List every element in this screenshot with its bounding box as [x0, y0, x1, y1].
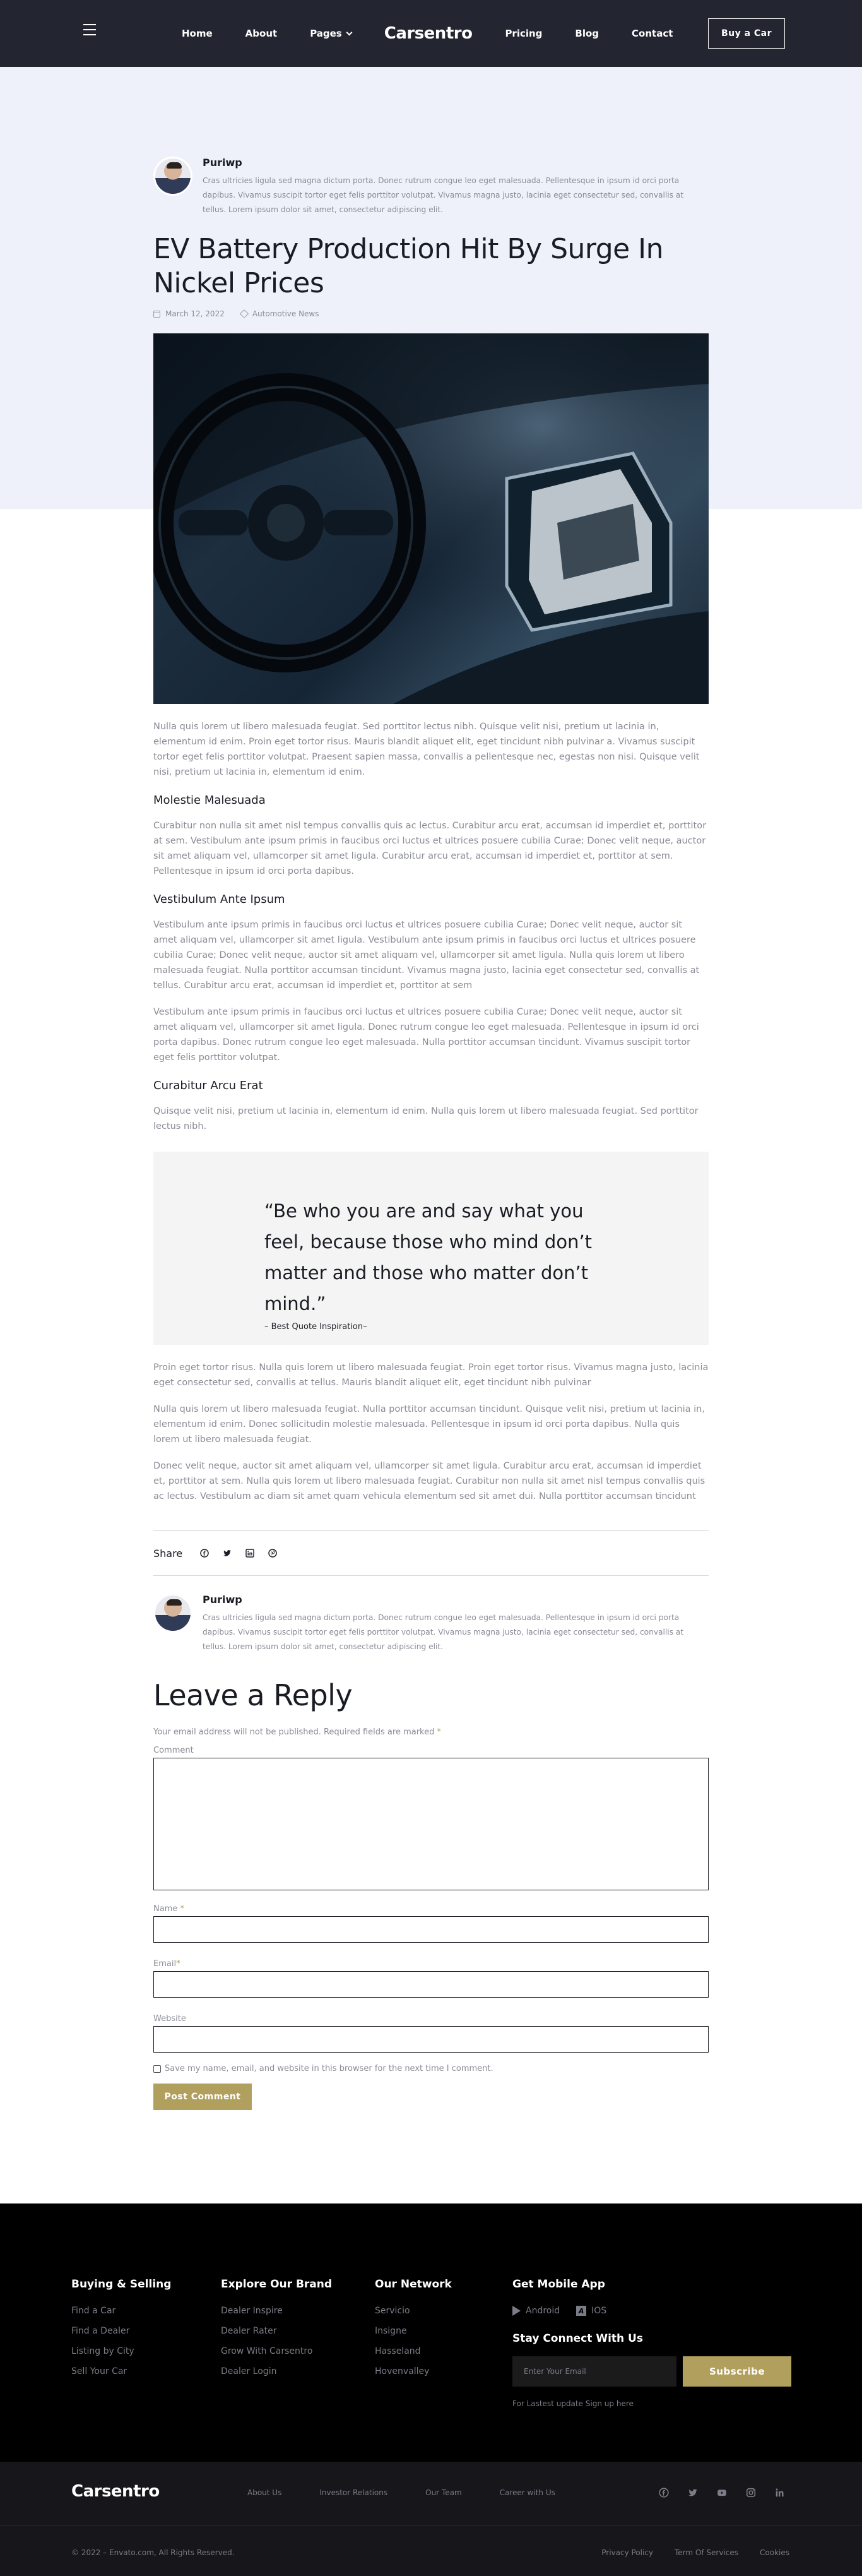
paragraph: Vestibulum ante ipsum primis in faucibus orci luctus et ultrices posuere cubilia Curae; Donec velit neque, auctor sit amet aliquam vel, ullamcorper sit amet ligula. Vestibulum ante ipsum primis in faucibus orci luctus et ultrices posuere cubilia Curae; Donec velit neque, auctor sit amet aliquam vel, ullamcorper sit amet ligula. Nulla quis lorem ut libero malesuada feugiat. Nulla porttitor accumsan tincidunt. Vivamus magna justo, lacinia eget consectetur sed, convallis at tellus. Curabitur arcu erat, accumsan id imperdiet et, porttitor at sem	[153, 920, 700, 991]
footer-col-title: Explore Our Brand	[221, 2278, 333, 2291]
consent-checkbox[interactable]	[153, 2065, 161, 2073]
linkedin-icon[interactable]	[245, 1549, 254, 1558]
instagram-icon[interactable]	[746, 2488, 756, 2498]
footer-link[interactable]: Find a Car	[71, 2306, 116, 2316]
main-nav	[182, 0, 706, 67]
footer-link[interactable]: Hovenvalley	[375, 2366, 430, 2376]
paragraph: Quisque velit nisi, pretium ut lacinia in, elementum id enim. Nulla quis lorem ut libero malesuada feugiat. Sed porttitor lectus nibh.	[153, 1106, 699, 1131]
brand-logo[interactable]: Carsentro	[384, 24, 473, 43]
email-field[interactable]	[153, 1971, 709, 1998]
footer-bar	[0, 2462, 862, 2525]
footer-bar-link[interactable]: About Us	[247, 2488, 282, 2497]
comment-textarea[interactable]	[153, 1758, 709, 1890]
footer-col-app	[512, 2278, 791, 2408]
footer-col-buying	[71, 2278, 171, 2387]
footer-bar-link[interactable]: Investor Relations	[319, 2488, 388, 2497]
footer-col-title: Get Mobile App	[512, 2278, 605, 2291]
footer-bar-links	[247, 2488, 555, 2497]
consent-row	[153, 2064, 709, 2073]
email-label: Email*	[153, 1959, 180, 1969]
footer-col-brand	[221, 2278, 332, 2387]
footer-col-title: Buying & Selling	[71, 2278, 172, 2291]
tag-icon	[240, 309, 249, 318]
reply-title: Leave a Reply	[153, 1678, 353, 1712]
paragraph: Vestibulum ante ipsum primis in faucibus orci luctus et ultrices posuere cubilia Curae; Donec velit neque, auctor sit amet aliquam vel, ullamcorper sit amet ligula. Donec rutrum congue leo eget malesuada. Pellentesque in ipsum id orci porta dapibus. Donec rutrum congue leo eget malesuada. Nulla porttitor accumsan tincidunt. Vivamus suscipit tortor eget felis porttitor volutpat.	[153, 1007, 699, 1063]
author-bio: Cras ultricies ligula sed magna dictum porta. Donec rutrum congue leo eget malesuada. Pellentesque in ipsum id orci porta dapibus. Vivamus suscipit tortor eget felis porttitor volutpat. Vivamus magna justo, lacinia eget consectetur sed, convallis at tellus. Lorem ipsum dolor sit amet, consectetur adipiscing elit.	[203, 1613, 684, 1651]
menu-icon[interactable]	[83, 24, 96, 35]
nav-pricing[interactable]: Pricing	[505, 28, 543, 39]
post-date: March 12, 2022	[165, 309, 225, 318]
website-label: Website	[153, 2014, 186, 2024]
signup-note: For Lastest update Sign up here	[512, 2399, 634, 2408]
subscribe-button[interactable]: Subscribe	[683, 2356, 791, 2387]
footer-link[interactable]: Hasseland	[375, 2346, 421, 2356]
footer-link[interactable]: Servicio	[375, 2306, 410, 2316]
legal-link[interactable]: Privacy Policy	[601, 2548, 654, 2557]
footer-link[interactable]: Sell Your Car	[71, 2366, 127, 2376]
article	[153, 67, 709, 2110]
section-heading: Vestibulum Ante Ipsum	[153, 893, 285, 906]
website-field[interactable]	[153, 2026, 709, 2053]
author-box	[153, 157, 709, 217]
share-label: Share	[153, 1547, 183, 1559]
comment-label: Comment	[153, 1746, 194, 1755]
footer-col-title: Stay Connect With Us	[512, 2332, 643, 2345]
footer-link[interactable]: Dealer Rater	[221, 2326, 277, 2336]
featured-image	[153, 333, 709, 704]
avatar	[153, 157, 192, 196]
copyright-bar	[0, 2525, 862, 2576]
footer-social	[659, 2488, 785, 2498]
facebook-icon[interactable]	[200, 1549, 209, 1558]
footer-link[interactable]: Listing by City	[71, 2346, 134, 2356]
site-header	[0, 0, 862, 67]
legal-link[interactable]: Term Of Services	[675, 2548, 739, 2557]
post-comment-button[interactable]: Post Comment	[153, 2084, 252, 2110]
nav-pages[interactable]: Pages	[310, 28, 351, 39]
name-label: Name *	[153, 1904, 184, 1914]
author-name[interactable]: Puriwp	[203, 1594, 242, 1606]
avatar	[153, 1594, 192, 1633]
footer-bar-link[interactable]: Our Team	[425, 2488, 462, 2497]
page-title: EV Battery Production Hit By Surge In Nickel Prices	[153, 233, 664, 299]
post-meta	[153, 309, 709, 318]
nav-contact[interactable]: Contact	[632, 28, 673, 39]
pinterest-icon[interactable]	[268, 1549, 277, 1558]
footer-col-title: Our Network	[375, 2278, 452, 2291]
newsletter-email-input[interactable]: Enter Your Email	[512, 2356, 676, 2387]
app-store-icon: A	[576, 2306, 586, 2316]
paragraph: Proin eget tortor risus. Nulla quis lorem ut libero malesuada feugiat. Proin eget tortor risus. Vivamus magna justo, lacinia eget consectetur sed, convallis at tellus. Mauris blandit aliquet elit, eget tincidunt nibh pulvinar	[153, 1363, 709, 1388]
buy-a-car-button[interactable]: Buy a Car	[708, 18, 785, 49]
consent-label: Save my name, email, and website in this browser for the next time I comment.	[165, 2064, 493, 2073]
paragraph: Donec velit neque, auctor sit amet aliquam vel, ullamcorper sit amet ligula. Curabitur arcu erat, accumsan id imperdiet et, porttitor at sem. Nulla quis lorem ut libero malesuada feugiat. Curabitur non nulla sit amet nisl tempus convallis quis ac lectus. Vestibulum ac diam sit amet quam vehicula elementum sed sit amet dui. Nulla porttitor accumsan tincidunt	[153, 1461, 706, 1501]
post-category[interactable]: Automotive News	[252, 309, 319, 318]
reply-note: Your email address will not be published. Required fields are marked *	[153, 1727, 442, 1737]
paragraph: Nulla quis lorem ut libero malesuada feugiat. Nulla porttitor accumsan tincidunt. Quisque velit nisi, pretium ut lacinia in, elementum id enim. Donec sollicitudin molestie malesuada. Pellentesque in ipsum id orci porta dapibus. Nulla quis lorem ut libero malesuada feugiat.	[153, 1404, 705, 1445]
nav-about[interactable]: About	[245, 28, 278, 39]
footer-link[interactable]: Dealer Inspire	[221, 2306, 283, 2316]
legal-links	[601, 2548, 789, 2557]
nav-blog[interactable]: Blog	[575, 28, 599, 39]
author-bio: Cras ultricies ligula sed magna dictum porta. Donec rutrum congue leo eget malesuada. Pellentesque in ipsum id orci porta dapibus. Vivamus suscipit tortor eget felis porttitor volutpat. Vivamus magna justo, lacinia eget consectetur sed, convallis at tellus. Lorem ipsum dolor sit amet, consectetur adipiscing elit.	[203, 176, 684, 214]
linkedin-icon[interactable]	[775, 2488, 785, 2498]
footer-bar-link[interactable]: Career with Us	[499, 2488, 555, 2497]
legal-link[interactable]: Cookies	[760, 2548, 789, 2557]
paragraph: Curabitur non nulla sit amet nisl tempus convallis quis ac lectus. Curabitur arcu erat, accumsan id imperdiet et, porttitor at sem. Vestibulum ante ipsum primis in faucibus orci luctus et ultrices posuere cubilia Curae; Donec velit neque, auctor sit amet aliquam vel, ullamcorper sit amet ligula. Curabitur arcu erat, accumsan id imperdiet et, porttitor at sem. Pellentesque in ipsum id orci porta dapibus.	[153, 821, 707, 876]
facebook-icon[interactable]	[659, 2488, 669, 2498]
twitter-icon[interactable]	[223, 1549, 232, 1558]
nav-home[interactable]: Home	[182, 28, 213, 39]
footer-link[interactable]: Dealer Login	[221, 2366, 277, 2376]
footer-col-network	[375, 2278, 452, 2387]
calendar-icon	[153, 311, 160, 318]
footer-link[interactable]: Find a Dealer	[71, 2326, 130, 2336]
author-box	[153, 1594, 709, 1654]
quote-text: “Be who you are and say what you feel, because those who mind don’t matter and those who matter don’t mind.”	[264, 1200, 593, 1315]
blockquote	[153, 1152, 709, 1345]
play-store-icon	[512, 2306, 521, 2316]
ios-link[interactable]: A IOS	[576, 2306, 606, 2316]
footer-link[interactable]: Insigne	[375, 2326, 407, 2336]
quote-cite: – Best Quote Inspiration–	[264, 1322, 367, 1332]
twitter-icon[interactable]	[688, 2488, 698, 2498]
name-field[interactable]	[153, 1916, 709, 1943]
section-heading: Curabitur Arcu Erat	[153, 1079, 263, 1092]
footer	[0, 2203, 862, 2462]
share-row	[153, 1530, 709, 1576]
intro-paragraph: Nulla quis lorem ut libero malesuada feugiat. Sed porttitor lectus nibh. Quisque velit nisi, pretium ut lacinia in, elementum id enim. Proin eget tortor risus. Mauris blandit aliquet elit, eget tincidunt nibh pulvinar a. Vivamus suscipit tortor eget felis porttitor volutpat. Praesent sapien massa, convallis a pellentesque nec, egestas non nisi. Quisque velit nisi, pretium ut lacinia in, elementum id enim.	[153, 722, 700, 777]
footer-link[interactable]: Grow With Carsentro	[221, 2346, 313, 2356]
footer-logo[interactable]: Carsentro	[71, 2482, 160, 2501]
android-link[interactable]: Android	[512, 2306, 560, 2316]
youtube-icon[interactable]	[717, 2488, 727, 2498]
chevron-down-icon	[346, 29, 352, 35]
section-heading: Molestie Malesuada	[153, 794, 266, 807]
author-name[interactable]: Puriwp	[203, 157, 242, 169]
copyright-text: © 2022 – Envato.com, All Rights Reserved.	[71, 2548, 235, 2557]
